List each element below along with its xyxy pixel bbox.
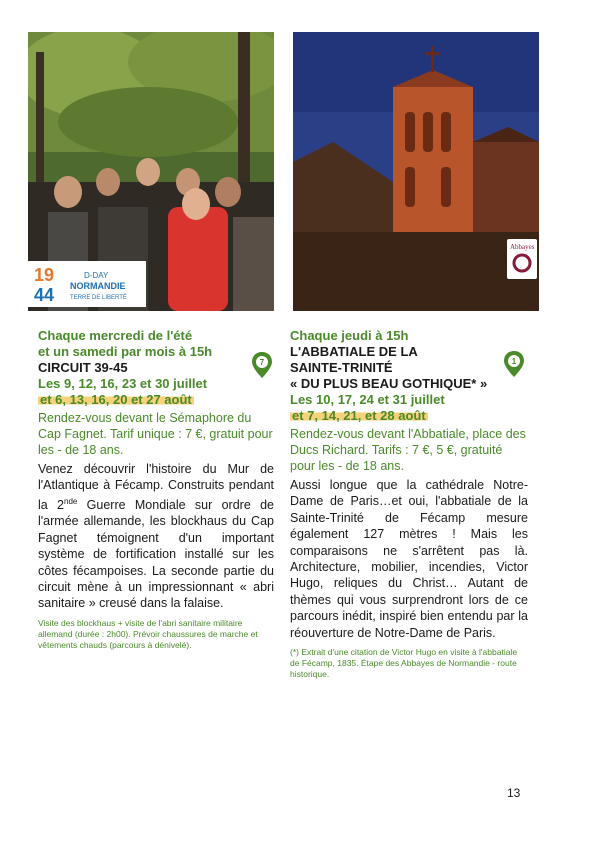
right-body: Aussi longue que la cathédrale Notre-Dame de Paris…et oui, l'abbatiale de la Sainte-Trinité de Fécamp mesure également 127 mètres ! Mais les comparaisons ne s'arrêtent pas là. Architecture, mobilier, incendies, Victor Hugo, reliques du Christ… Autant de thèmes qui vous surprendront lors de ce parcours inédit, inspiré bien entendu par la réouverture de Notre-Dame de Paris. [290, 478, 528, 640]
right-dates-line2: et 7, 14, 21, et 28 août [292, 408, 426, 423]
left-info: Rendez-vous devant le Sémaphore du Cap Fagnet. Tarif unique : 7 €, gratuit pour les - de 18 ans. [38, 411, 273, 457]
logo-line2: NORMANDIE [70, 281, 126, 291]
left-body [38, 461, 274, 612]
abbey-photo [293, 32, 539, 311]
circuit-39-45-section [38, 328, 274, 651]
group-tour-photo [28, 32, 274, 311]
left-note: Visite des blockhaus + visite de l'abri sanitaire militaire allemand (durée : 2h00). Prévoir chaussures de marche et vêtements chauds (parcours à dénivelé). [38, 617, 258, 650]
left-schedule-line1: Chaque mercredi de l'été [38, 328, 193, 343]
logo-line3: TERRE DE LIBERTÉ [70, 295, 127, 301]
logo-text: Abbayes [510, 243, 535, 251]
left-title: CIRCUIT 39-45 [38, 360, 128, 375]
map-pin-icon-1 [503, 350, 525, 378]
right-title-line2: SAINTE-TRINITÉ [290, 360, 393, 375]
page-number: 13 [507, 786, 521, 800]
left-schedule-line2: et un samedi par mois à 15h [38, 344, 213, 359]
left-body-sup: nde [64, 496, 78, 506]
map-pin-icon-7 [251, 351, 273, 379]
left-body-part2: Guerre Mondiale sur ordre de l'armée allemande, les blockhaus du Cap Fagnet témoignent d'un important système de fortification installé sur les côtes fécampoises. La seconde partie du circuit mène à un impressionnant « abri sanitaire » creusé dans la falaise. [38, 497, 274, 611]
right-note: (*) Extrait d'une citation de Victor Hugo en visite à l'abbatiale de Fécamp, 1835. Étape des Abbayes de Normandie - route historique. [290, 647, 518, 680]
logo-year-bottom: 44 [34, 285, 55, 305]
right-dates-line1: Les 10, 17, 24 et 31 juillet [290, 392, 445, 407]
right-info: Rendez-vous devant l'Abbatiale, place des Ducs Richard. Tarifs : 7 €, 5 €, gratuité pour les - de 18 ans. [290, 427, 526, 473]
pin-number-right: 1 [511, 357, 517, 366]
pin-number-left: 7 [259, 358, 265, 367]
abbatiale-section [290, 328, 528, 680]
left-dates-line2: et 6, 13, 16, 20 et 27 août [40, 392, 192, 407]
right-schedule: Chaque jeudi à 15h [290, 328, 409, 343]
abbayes-logo [507, 239, 537, 279]
dday-normandie-logo [28, 261, 146, 307]
right-title-line3: « DU PLUS BEAU GOTHIQUE* » [290, 376, 488, 391]
left-dates-line1: Les 9, 12, 16, 23 et 30 juillet [38, 376, 208, 391]
logo-line1: D-DAY [84, 271, 109, 280]
right-title-line1: L'ABBATIALE DE LA [290, 344, 418, 359]
left-body-part1: Venez découvrir l'histoire du Mur de l'Atlantique à Fécamp. Construits pendant la 2 [38, 462, 274, 512]
logo-year-top: 19 [34, 265, 55, 285]
